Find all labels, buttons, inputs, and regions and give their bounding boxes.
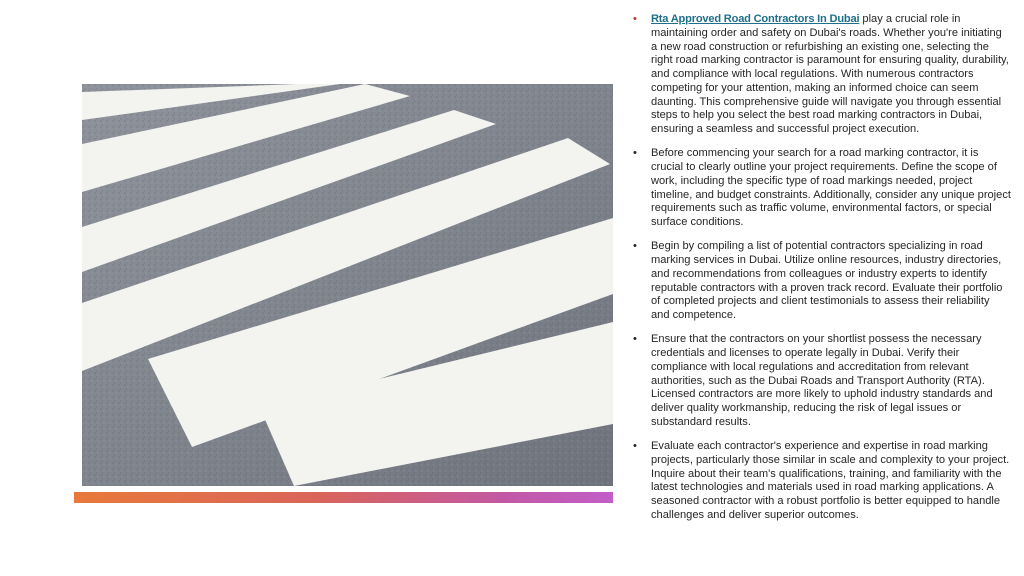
paragraph-text: Ensure that the contractors on your shortlist possess the necessary credentials and licenses to operate legally in Dubai. Verify their compliance with local regulations and accreditation from relevant authorities, such as the Dubai Roads and Transport Authority (RTA). Licensed contractors are more likely to uphold industry standards and deliver quality workmanship, reducing the risk of legal issues or substandard results. <box>651 333 993 428</box>
bullet-icon: • <box>633 333 637 346</box>
list-item <box>633 440 1011 523</box>
bullet-list <box>633 13 1011 533</box>
accent-gradient-bar <box>74 492 613 503</box>
list-item <box>633 13 1011 137</box>
bullet-icon: • <box>633 13 637 25</box>
paragraph-text: Before commencing your search for a road marking contractor, it is crucial to clearly outline your project requirements. Define the scope of work, including the specific type of road markings needed, project timeline, and budget constraints. Additionally, consider any unique project requirements such as traffic volume, environmental factors, or special surface conditions. <box>651 147 1011 228</box>
zebra-crossing-photo <box>82 84 613 486</box>
paragraph-text: Evaluate each contractor's experience and expertise in road marking projects, particularly those similar in scale and complexity to your project. Inquire about their team's qualifications, training, and familiarity with the latest technologies and materials used in road marking applications. A seasoned contractor with a robust portfolio is better equipped to handle challenges and deliver superior outcomes. <box>651 440 1010 521</box>
paragraph-text: Begin by compiling a list of potential contractors specializing in road marking services in Dubai. Utilize online resources, industry directories, and recommendations from colleagues or industry experts to identify reputable contractors with a proven track record. Evaluate their portfolio of completed projects and client testimonials to assess their reliability and competence. <box>651 240 1003 321</box>
list-item <box>633 333 1011 429</box>
bullet-icon: • <box>633 147 637 160</box>
bullet-icon: • <box>633 240 637 253</box>
bullet-icon: • <box>633 440 637 452</box>
rta-contractors-link[interactable]: Rta Approved Road Contractors In Dubai <box>651 13 860 25</box>
list-item <box>633 240 1011 323</box>
paragraph-text: play a crucial role in maintaining order and safety on Dubai's roads. Whether you're initiating a new road construction or refurbishing an existing one, selecting the right road marking contractor is paramount for ensuring quality, durability, and compliance with local regulations. With numerous contractors competing for your attention, making an informed choice can seem daunting. This comprehensive guide will navigate you through essential steps to help you select the best road marking contractors in Dubai, ensuring a seamless and successful project execution. <box>651 13 1009 135</box>
list-item <box>633 147 1011 230</box>
